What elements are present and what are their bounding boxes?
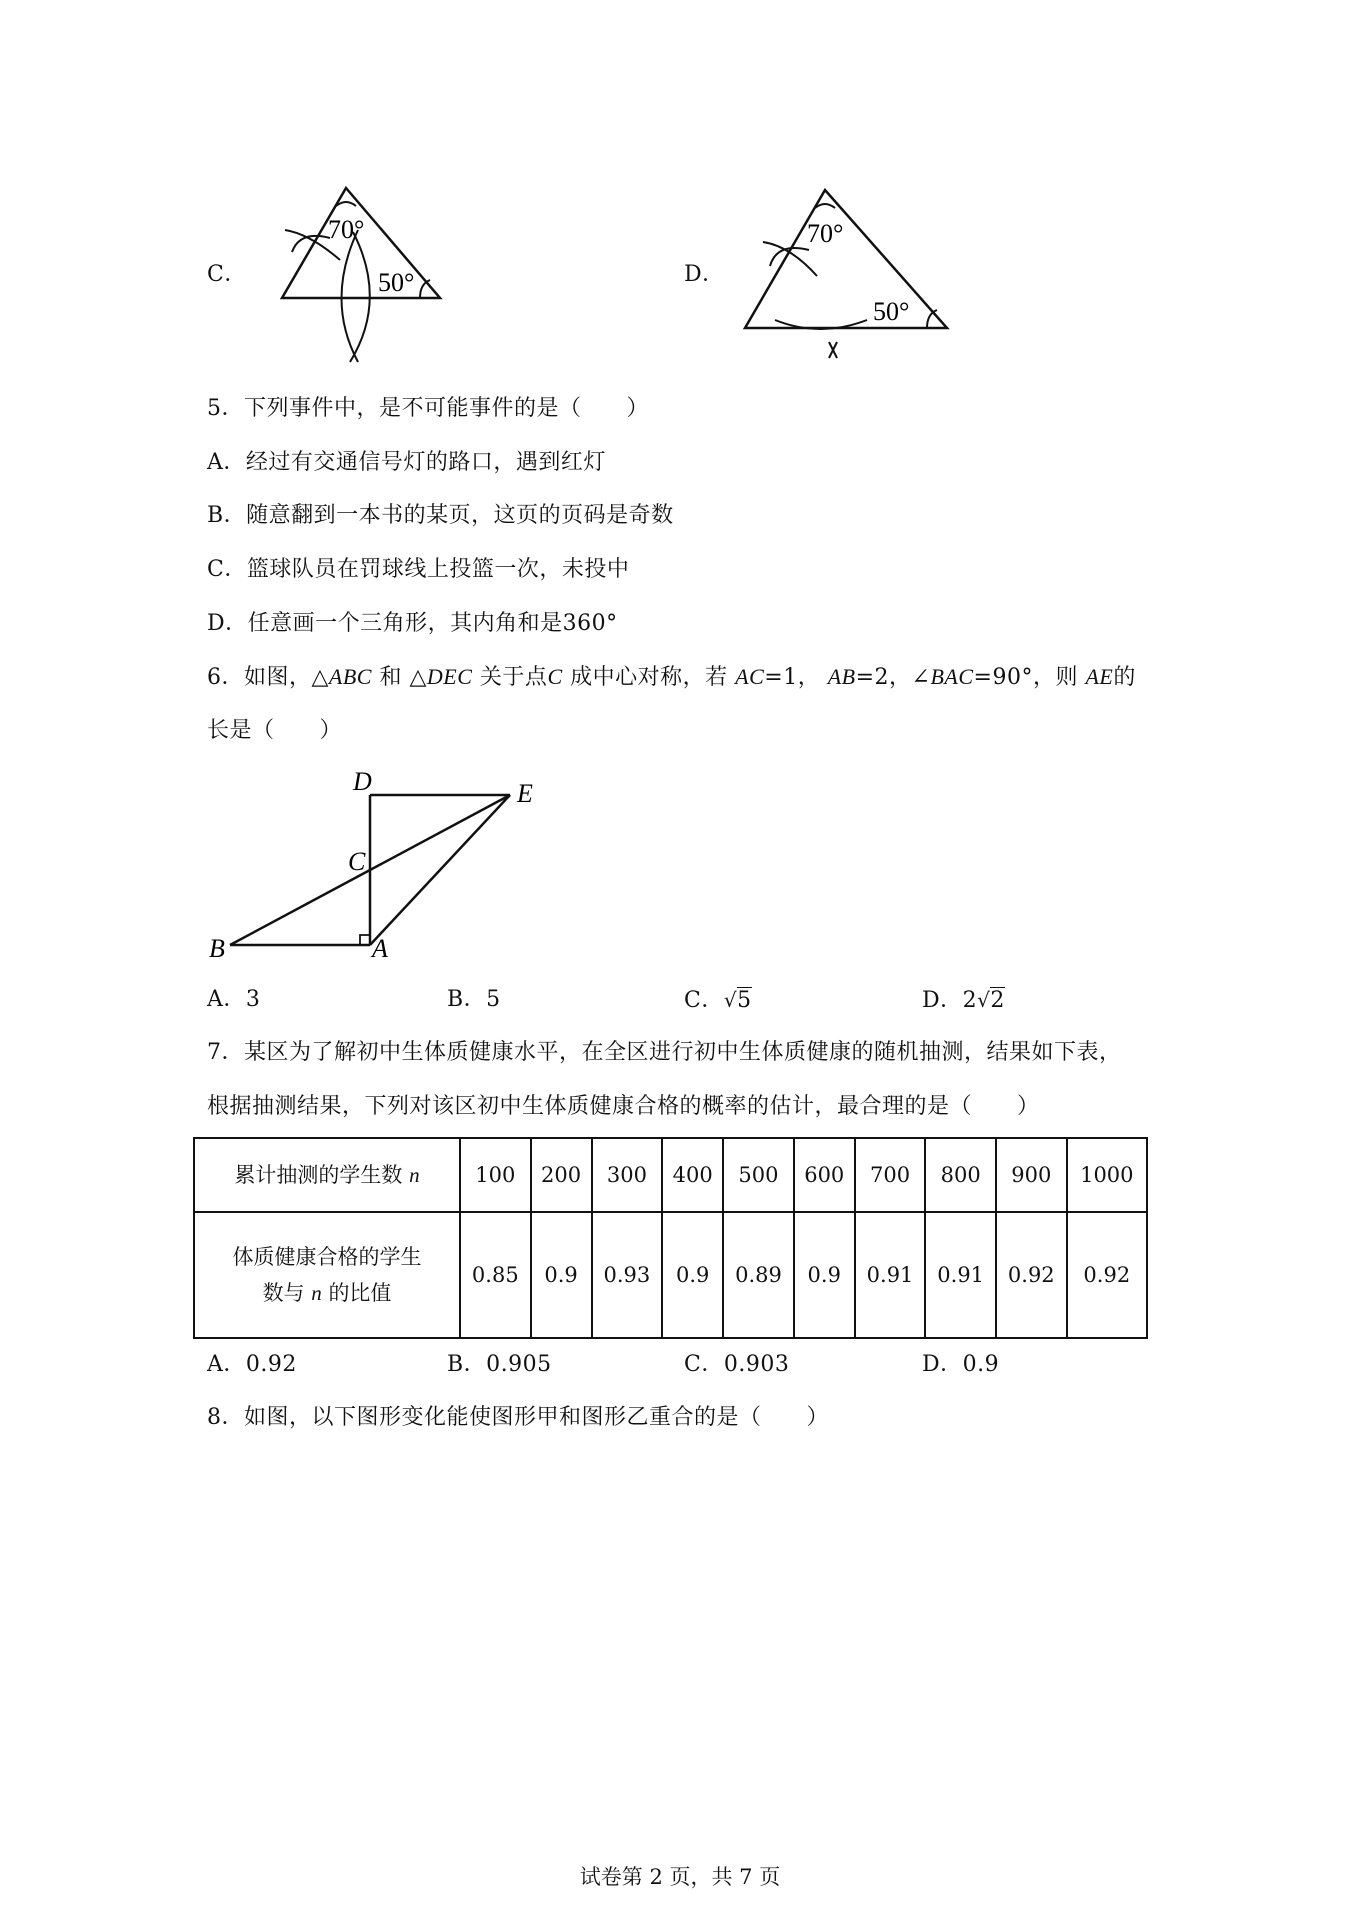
- q6-figure: [205, 770, 545, 970]
- q6-stem-line2: 长是（ ）: [207, 718, 343, 743]
- q6-option-c: C．√5: [684, 988, 752, 1013]
- table-header-cell: 体质健康合格的学生 数与 n 的比值: [194, 1212, 460, 1338]
- q7-option-d: D．0.9: [922, 1352, 1000, 1377]
- table-cell: 0.89: [723, 1212, 794, 1338]
- q6-option-b: B．5: [447, 987, 501, 1012]
- page-footer: 试卷第 2 页，共 7 页: [579, 1865, 781, 1889]
- segment-ae: [370, 795, 510, 945]
- q6-option-d: D．2√2: [922, 988, 1005, 1013]
- table-cell: 0.91: [925, 1212, 996, 1338]
- q6-option-a: A．3: [207, 987, 261, 1012]
- construction-arc-3: [342, 230, 359, 362]
- label-c: C: [348, 847, 366, 876]
- label-d: D: [353, 770, 372, 796]
- q8-stem: 8．如图，以下图形变化能使图形甲和图形乙重合的是（ ）: [207, 1405, 829, 1430]
- q5-option-a: A．经过有交通信号灯的路口，遇到红灯: [207, 450, 606, 475]
- table-cell: 0.93: [592, 1212, 663, 1338]
- angle-label-70: 70°: [328, 215, 365, 244]
- construction-mark: [829, 342, 837, 358]
- table-cell: 200: [531, 1138, 592, 1212]
- table-cell: 0.9: [531, 1212, 592, 1338]
- q6-stem: 6．如图，△ABC 和 △DEC 关于点C 成中心对称，若 AC=1， AB=2，∠BAC=90°，则 AE的: [207, 664, 1136, 690]
- q5-option-c: C．篮球队员在罚球线上投篮一次，未投中: [207, 557, 630, 582]
- option-c-label: C．: [207, 262, 247, 287]
- angle-arc-top-d: [815, 204, 835, 208]
- table-header-cell: 累计抽测的学生数 n: [194, 1138, 460, 1212]
- table-cell: 800: [925, 1138, 996, 1212]
- option-d-figure: [735, 180, 955, 365]
- angle-label-50-d: 50°: [873, 297, 910, 326]
- table-cell: 700: [855, 1138, 926, 1212]
- table-cell: 0.92: [996, 1212, 1067, 1338]
- table-cell: 100: [460, 1138, 531, 1212]
- table-cell: 400: [662, 1138, 723, 1212]
- table-cell: 0.91: [855, 1212, 926, 1338]
- table-cell: 0.9: [662, 1212, 723, 1338]
- q5-stem: 5．下列事件中，是不可能事件的是（ ）: [207, 396, 649, 421]
- q5-option-d: D．任意画一个三角形，其内角和是360°: [207, 611, 618, 636]
- table-cell: 600: [794, 1138, 855, 1212]
- angle-label-50: 50°: [378, 268, 415, 297]
- angle-arc-right-d: [927, 310, 937, 328]
- q7-stem-line1: 7．某区为了解初中生体质健康水平，在全区进行初中生体质健康的随机抽测，结果如下表，: [207, 1040, 1122, 1065]
- table-row: [194, 1212, 1147, 1338]
- q7-option-b: B．0.905: [447, 1352, 552, 1377]
- q5-option-b: B．随意翻到一本书的某页，这页的页码是奇数: [207, 503, 674, 528]
- table-cell: 300: [592, 1138, 663, 1212]
- label-a: A: [372, 934, 388, 963]
- triangle-d: [745, 190, 947, 328]
- q7-table: [193, 1137, 1148, 1339]
- table-cell: 900: [996, 1138, 1067, 1212]
- label-e: E: [517, 779, 533, 808]
- q7-stem-line2: 根据抽测结果，下列对该区初中生体质健康合格的概率的估计，最合理的是（ ）: [207, 1094, 1040, 1119]
- table-cell: 500: [723, 1138, 794, 1212]
- label-b: B: [209, 934, 225, 963]
- q7-option-c: C．0.903: [684, 1352, 790, 1377]
- table-cell: 0.85: [460, 1212, 531, 1338]
- table-cell: 1000: [1067, 1138, 1147, 1212]
- option-d-label: D．: [684, 262, 725, 287]
- angle-label-70-d: 70°: [807, 219, 844, 248]
- option-c-figure: [270, 180, 450, 365]
- table-row: [194, 1138, 1147, 1212]
- q7-option-a: A．0.92: [207, 1352, 297, 1377]
- angle-arc-top-c: [336, 202, 356, 206]
- table-cell: 0.9: [794, 1212, 855, 1338]
- table-cell: 0.92: [1067, 1212, 1147, 1338]
- right-angle-mark: [360, 935, 370, 945]
